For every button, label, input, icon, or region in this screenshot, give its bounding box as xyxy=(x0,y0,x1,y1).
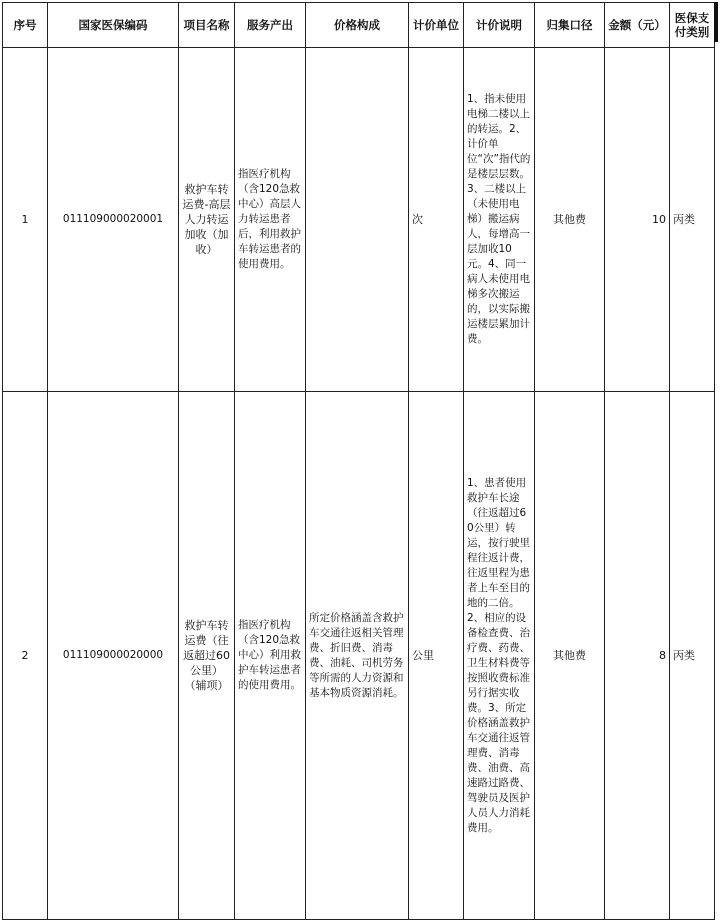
header-output: 服务产出 xyxy=(235,3,306,48)
table-row xyxy=(3,48,715,392)
cell-composition xyxy=(306,48,409,392)
cell-note: 1、指未使用电梯二楼以上的转运。2、计价单位“次”指代的是楼层层数。3、二楼以上（未使用电梯）搬运病人，每增高一层加收10元。4、同一病人未使用电梯多次搬运的，以实际搬运楼层累加计费。 xyxy=(464,48,535,392)
header-amount: 金额（元） xyxy=(605,3,670,48)
header-pay-type: 医保支付类别 xyxy=(670,3,715,48)
cell-name: 救护车转运费（往返超过60公里）（辅项） xyxy=(179,392,235,920)
cell-category: 其他费 xyxy=(535,392,605,920)
cell-output: 指医疗机构（含120急救中心）高层人力转运患者后，利用救护车转运患者的使用费用。 xyxy=(235,48,306,392)
header-unit: 计价单位 xyxy=(409,3,464,48)
header-code: 国家医保编码 xyxy=(48,3,179,48)
header-seq: 序号 xyxy=(3,3,48,48)
fee-table xyxy=(2,2,715,920)
cell-unit: 公里 xyxy=(409,392,464,920)
cell-composition: 所定价格涵盖含救护车交通往返相关管理费、折旧费、消毒费、油耗、司机劳务等所需的人力资源和基本物质资源消耗。 xyxy=(306,392,409,920)
cell-code: 011109000020001 xyxy=(48,48,179,392)
header-name: 项目名称 xyxy=(179,3,235,48)
header-composition: 价格构成 xyxy=(306,3,409,48)
cell-amount: 10 xyxy=(605,48,670,392)
cell-code: 011109000020000 xyxy=(48,392,179,920)
header-note: 计价说明 xyxy=(464,3,535,48)
cell-category: 其他费 xyxy=(535,48,605,392)
header-category: 归集口径 xyxy=(535,3,605,48)
header-row xyxy=(3,3,715,48)
cell-seq: 1 xyxy=(3,48,48,392)
cell-pay-type: 丙类 xyxy=(670,48,715,392)
cell-pay-type: 丙类 xyxy=(670,392,715,920)
cell-unit: 次 xyxy=(409,48,464,392)
cell-name: 救护车转运费-高层人力转运加收（加收） xyxy=(179,48,235,392)
page-edge-bar xyxy=(714,2,718,42)
table-row xyxy=(3,392,715,920)
cell-seq: 2 xyxy=(3,392,48,920)
cell-amount: 8 xyxy=(605,392,670,920)
cell-output: 指医疗机构（含120急救中心）利用救护车转运患者的使用费用。 xyxy=(235,392,306,920)
cell-note: 1、患者使用救护车长途（往返超过60公里）转运，按行驶里程往返计费，往返里程为患者上车至目的地的二倍。2、相应的设备检查费、治疗费、药费、卫生材料费等按照收费标准另行据实收费。3、所定价格涵盖救护车交通往返管理费、消毒费、油费、高速路过路费、驾驶员及医护人员人力消耗费用。 xyxy=(464,392,535,920)
